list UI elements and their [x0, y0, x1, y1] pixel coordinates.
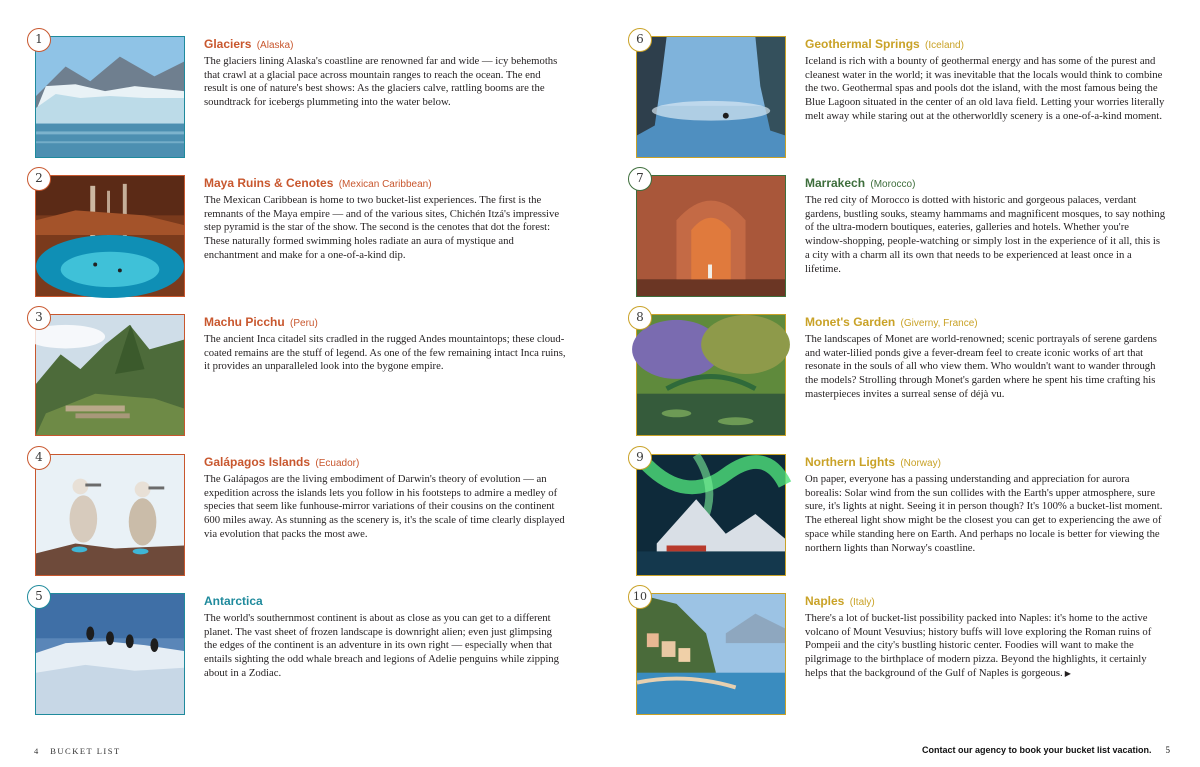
entry-title — [204, 176, 432, 190]
continue-arrow-icon: ▶ — [1064, 668, 1071, 678]
entry-number-badge: 8 — [628, 306, 652, 330]
antarctica-photo — [35, 589, 185, 715]
page-number-left: 4 — [34, 746, 39, 756]
entry-title-text: Northern Lights — [805, 455, 895, 469]
entry-title-text: Glaciers — [204, 37, 252, 51]
galapagos-photo — [35, 450, 185, 576]
entry-northern-lights — [636, 450, 1196, 578]
entry-body-text: There's a lot of bucket-list possibility packed into Naples: it's home to the active volcano of Mount Vesuvius; history buffs will love exploring the Roman ruins of Pompeii and the city's bustling historic center. Foodies will want to make the pilgrimage to the birthplace of modern pizza. Beyond the highlights, it certainly helps that the background of the Gulf of Naples is gorgeous. — [805, 612, 1152, 679]
page-number-right: 5 — [1165, 745, 1170, 755]
entry-title — [204, 315, 318, 329]
entry-title-text: Maya Ruins & Cenotes — [204, 176, 334, 190]
entry-title — [204, 37, 293, 51]
entry-monets-garden — [636, 310, 1196, 438]
entry-title-text: Marrakech — [805, 176, 866, 190]
monets-garden-photo — [636, 310, 786, 436]
machu-picchu-photo — [35, 310, 185, 436]
entry-body — [805, 612, 1167, 681]
entry-body: On paper, everyone has a passing understanding and appreciation for aurora borealis: Solar wind from the sun collides with the Earth's upper atmosphere, sure sure, it's lights at night. Seeing it in person though? It's 100% a bucket-list moment. The ethereal light show might be the closest you can get to experiencing the awe of space while standing here on Earth. And perhaps no locale is better for viewing the northern lights than Norway's coastline. — [805, 473, 1163, 554]
entry-maya-ruins — [35, 171, 595, 299]
glaciers-photo — [35, 32, 185, 158]
entry-title-text: Naples — [805, 594, 845, 608]
northern-lights-photo — [636, 450, 786, 576]
entry-body: The ancient Inca citadel sits cradled in the rugged Andes mountaintops; these cloud-coated remains are the stuff of legend. As one of the few remaining intact Inca ruins, it provides an unparalleled look into the bygone empire. — [204, 333, 566, 373]
entry-title-text: Monet's Garden — [805, 315, 896, 329]
entry-title — [805, 315, 978, 329]
entry-region: (Iceland) — [925, 40, 964, 51]
entry-region: (Ecuador) — [315, 458, 360, 469]
entry-antarctica — [35, 589, 595, 717]
entry-region: (Alaska) — [256, 40, 294, 51]
entry-title — [805, 37, 964, 51]
entry-body: The Galápagos are the living embodiment of Darwin's theory of evolution — an expedition across the islands lets you follow in his footsteps to admire a medley of species that seem like funhouse-mirror variations of their cousins on the continent 600 miles away. As stunning as the scenery is, it's the scale of time clearly displayed via evolution that packs the most awe. — [204, 473, 565, 540]
contact-cta: Contact our agency to book your bucket list vacation. — [921, 745, 1152, 755]
entry-body: The world's southernmost continent is about as close as you can get to a different planet. The vast sheet of frozen landscape is downright alien; even just glimpsing the edges of the continent is an adventure in its own right — especially when that entails sighting the odd whale breach and legions of Adelie penguins while zipping about in a Zodiac. — [204, 612, 559, 679]
footer-right — [922, 745, 1170, 755]
entry-body: Iceland is rich with a bounty of geothermal energy and has some of the purest and cleanest water in the world; it was inevitable that the locals would think to combine the two. Geothermal spas and pools dot the island, with the most famous being the Blue Lagoon situated in the center of an old lava field. Letting your worries literally melt away while staring out at the otherworldly scenery is a one-of-a-kind moment. — [805, 55, 1165, 122]
entry-number-badge: 1 — [27, 28, 51, 52]
marrakech-photo — [636, 171, 786, 297]
publication-label: BUCKET LIST — [50, 746, 121, 756]
naples-photo — [633, 590, 786, 715]
entry-number-badge: 7 — [628, 167, 652, 191]
entry-region: (Mexican Caribbean) — [338, 179, 432, 190]
entry-region: (Italy) — [849, 597, 875, 608]
entry-glaciers — [35, 32, 595, 160]
entry-geothermal-springs — [636, 32, 1196, 160]
entry-title-text: Antarctica — [204, 594, 263, 608]
entry-galapagos — [35, 450, 595, 578]
entry-naples — [633, 590, 1196, 717]
entry-number-badge: 6 — [628, 28, 652, 52]
entry-number-badge: 9 — [628, 446, 652, 470]
cenote-photo — [35, 171, 185, 297]
entry-body: The glaciers lining Alaska's coastline are renowned far and wide — icy behemoths that crawl at a glacial pace across mountain ranges to reach the ocean. The end result is one of nature's best shows: As the glaciers calve, rattling booms are the soundtrack for icebergs plummeting into the water below. — [204, 55, 558, 109]
entry-body: The landscapes of Monet are world-renowned; scenic portrayals of serene gardens and water-lilied ponds give a fever-dream feel to create iconic works of art that resonate in the souls of all who view them. Who wouldn't want to wander through the models? Strolling through Monet's garden where he spent his time crafting his masterpieces invites a surreal sense of déjà vu. — [805, 333, 1157, 400]
entry-region: (Norway) — [900, 458, 941, 469]
geothermal-photo — [636, 32, 786, 158]
entry-title-text: Galápagos Islands — [204, 455, 311, 469]
entry-number-badge: 3 — [27, 306, 51, 330]
entry-region: (Morocco) — [870, 179, 916, 190]
entry-title-text: Machu Picchu — [204, 315, 285, 329]
entry-number-badge: 4 — [27, 446, 51, 470]
entry-title — [805, 455, 941, 469]
footer-left — [34, 746, 121, 756]
entry-machu-picchu — [35, 310, 595, 438]
entry-title-text: Geothermal Springs — [805, 37, 920, 51]
entry-number-badge: 10 — [628, 585, 652, 609]
entry-body: The Mexican Caribbean is home to two bucket-list experiences. The first is the remnants of the Maya empire — and of the various sites, Chichén Itzá's impressive step pyramid is the star of the show. The second is the cenotes that dot the forest: These naturally formed swimming holes radiate an aura of mystique and enchantment and make for a one-of-a-kind dip. — [204, 194, 560, 261]
entry-title — [805, 594, 875, 608]
entry-title — [204, 594, 265, 608]
entry-body: The red city of Morocco is dotted with historic and gorgeous palaces, verdant gardens, bustling souks, steamy hammams and magnificent mosques, to say nothing of the ultra-modern boutiques, eateries, galleries and hotels. Whether you're window-shopping, people-watching or simply lost in the experience of it all, this is a city with a charm all its own that needs to be experienced at least once in a lifetime. — [805, 194, 1166, 275]
entry-region: (Peru) — [290, 318, 318, 329]
entry-title — [805, 176, 915, 190]
entry-number-badge: 5 — [27, 585, 51, 609]
entry-marrakech — [636, 171, 1196, 299]
entry-number-badge: 2 — [27, 167, 51, 191]
entry-title — [204, 455, 359, 469]
entry-region: (Giverny, France) — [900, 318, 978, 329]
